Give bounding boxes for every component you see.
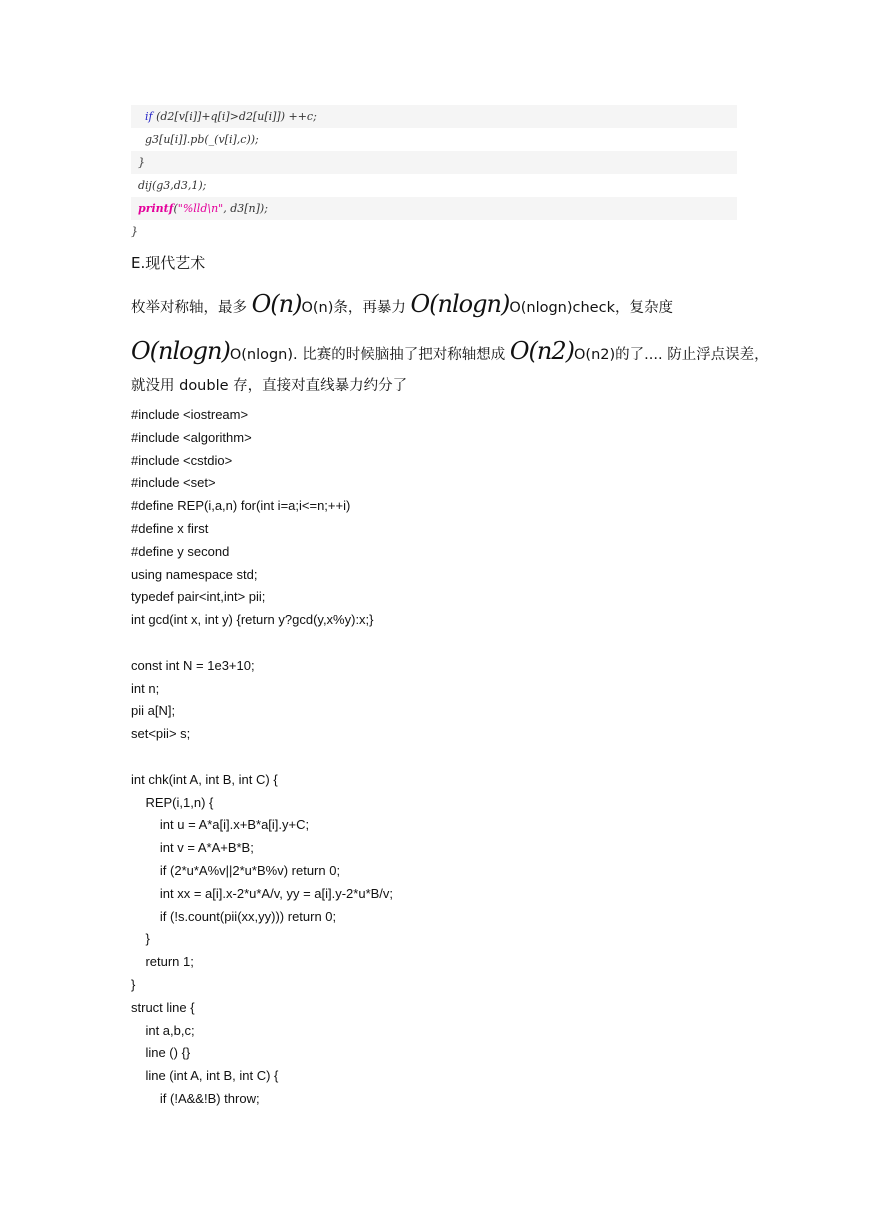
- top-code-block: [131, 105, 737, 243]
- paragraph-line-2: O(nlogn)O(nlogn). 比赛的时候脑抽了把对称轴想成 O(n2)O(n2)的了.... 防止浮点误差，: [131, 337, 769, 365]
- math-formula: O(nlogn): [410, 290, 510, 318]
- code-line: #include <iostream>: [131, 407, 249, 422]
- code-line: pii a[N];: [131, 703, 176, 719]
- code-line: line () {}: [131, 1045, 191, 1061]
- code-line: line (int A, int B, int C) {: [131, 1068, 279, 1084]
- code-line: struct line {: [131, 999, 195, 1015]
- paragraph-line-3: 就没用 double 存，直接对直线暴力约分了: [131, 378, 408, 394]
- code-line: if (!A&&!B) throw;: [131, 1090, 260, 1106]
- paragraph-line-1: 枚举对称轴，最多 O(n)O(n)条，再暴力 O(nlogn)O(nlogn)check，复杂度: [131, 290, 673, 318]
- code-line: [131, 746, 751, 769]
- code-line: #include <set>: [131, 475, 216, 491]
- code-line: #define y second: [131, 543, 230, 559]
- math-formula: O(nlogn): [131, 337, 230, 365]
- code-line: int a,b,c;: [131, 1022, 195, 1038]
- code-line: #define REP(i,a,n) for(int i=a;i<=n;++i): [131, 498, 351, 514]
- code-line: if (2*u*A%v||2*u*B%v) return 0;: [131, 862, 341, 878]
- code-line: printf("%lld\n", d3[n]);: [131, 197, 737, 220]
- code-line: return 1;: [131, 954, 194, 970]
- code-line: const int N = 1e3+10;: [131, 657, 255, 673]
- code-line: dij(g3,d3,1);: [138, 179, 207, 192]
- code-string: "%lld\n": [177, 202, 224, 215]
- code-line: int n;: [131, 680, 160, 696]
- code-line: using namespace std;: [131, 566, 258, 582]
- math-formula: O(n): [251, 290, 302, 318]
- code-line: int gcd(int x, int y) {return y?gcd(y,x%y):x;}: [131, 612, 374, 628]
- code-function: printf: [138, 202, 174, 215]
- code-line: if (!s.count(pii(xx,yy))) return 0;: [131, 908, 337, 924]
- code-line: #include <algorithm>: [131, 429, 252, 445]
- code-line: int v = A*A+B*B;: [131, 840, 254, 856]
- section-title: E.现代艺术: [131, 254, 206, 272]
- code-line: int u = A*a[i].x+B*a[i].y+C;: [131, 817, 310, 833]
- code-line: set<pii> s;: [131, 726, 191, 742]
- code-line: if (d2[v[i]]+q[i]>d2[u[i]]) ++c;: [131, 105, 737, 128]
- code-listing: [131, 404, 751, 1111]
- code-line: typedef pair<int,int> pii;: [131, 589, 266, 605]
- code-line: #define x first: [131, 520, 209, 536]
- code-line: }: [131, 931, 150, 947]
- code-line: [131, 632, 751, 655]
- code-line: g3[u[i]].pb(_(v[i],c));: [145, 133, 259, 146]
- code-line: int chk(int A, int B, int C) {: [131, 771, 278, 787]
- code-line: }: [131, 225, 138, 238]
- code-line: REP(i,1,n) {: [131, 794, 214, 810]
- code-line: }: [131, 151, 737, 174]
- math-formula: O(n2): [509, 337, 574, 365]
- code-keyword: if: [145, 110, 153, 123]
- code-line: #include <cstdio>: [131, 452, 233, 468]
- code-line: }: [131, 976, 136, 992]
- code-line: int xx = a[i].x-2*u*A/v, yy = a[i].y-2*u*B/v;: [131, 885, 394, 901]
